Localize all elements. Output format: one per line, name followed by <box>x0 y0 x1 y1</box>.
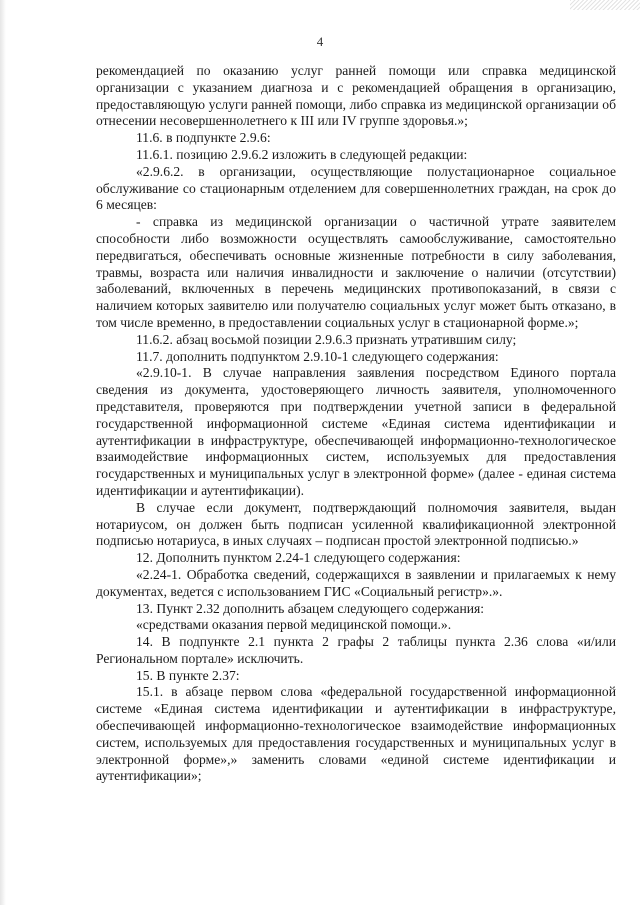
page-number: 4 <box>316 34 324 49</box>
paragraph: 11.6.1. позицию 2.9.6.2 изложить в следующей редакции: <box>136 146 468 162</box>
paragraph: 14. В подпункте 2.1 пункта 2 графы 2 таблицы пункта 2.36 слова «и/или Региональном портале» исключить. <box>96 634 616 666</box>
paragraph: рекомендацией по оказанию услуг ранней помощи или справка медицинской организации с указанием диагноза и с рекомендацией обращения в организацию, предоставляющую услуги ранней помощи, либо справка из медицинской организации об отнесении несовершеннолетнего к III или IV группе здоровья.»; <box>96 63 616 129</box>
paragraph: - справка из медицинской организации о частичной утрате заявителем способности либо возможности осуществлять самообслуживание, самостоятельно передвигаться, обеспечивать основные жизненные потребности в силу заболевания, травмы, возраста или наличия инвалидности и заключение о наличии (отсутствии) заболеваний, включенных в перечень медицинских противопоказаний, в связи с наличием которых заявителю или получателю социальных услуг может быть отказано, в том числе временно, в предоставлении социальных услуг в стационарной форме.»; <box>96 214 616 330</box>
paragraph: «2.9.10-1. В случае направления заявления посредством Единого портала сведения из документа, удостоверяющего личность заявителя, уполномоченного представителя, проверяются при подтверждении учетной записи в федеральной государственной информационной системе «Единая система идентификации и аутентификации в инфраструктуре, обеспечивающей информационно-технологическое взаимодействие информационных систем, используемых для предоставления государственных и муниципальных услуг в электронной форме» (далее - единая система идентификации и аутентификации). <box>96 365 616 498</box>
paragraph: «2.9.6.2. в организации, осуществляющие полустационарное социальное обслуживание со стационарным отделением для совершеннолетних граждан, на срок до 6 месяцев: <box>96 163 616 213</box>
paragraph: «2.24-1. Обработка сведений, содержащихся в заявлении и прилагаемых к нему документах, ведется с использованием ГИС «Социальный регистр».». <box>96 566 616 599</box>
paragraph: 12. Дополнить пунктом 2.24-1 следующего содержания: <box>136 550 461 566</box>
paragraph: В случае если документ, подтверждающий полномочия заявителя, выдан нотариусом, он должен быть подписан усиленной квалификационной электронной подписью нотариуса, в иных случаях – подписан простой электронной подписью.» <box>96 499 616 549</box>
paragraph: 15. В пункте 2.37: <box>136 667 240 683</box>
document-body <box>96 63 616 785</box>
paragraph: 13. Пункт 2.32 дополнить абзацем следующего содержания: <box>136 600 485 616</box>
scan-top-edge <box>570 0 640 10</box>
scan-left-edge <box>0 0 6 905</box>
paragraph: 11.6.2. абзац восьмой позиции 2.9.6.3 признать утратившим силу; <box>136 331 517 347</box>
paragraph: 11.7. дополнить подпунктом 2.9.10-1 следующего содержания: <box>136 348 499 364</box>
paragraph: 15.1. в абзаце первом слова «федеральной государственной информационной системе «Единая система идентификации и аутентификации в инфраструктуре, обеспечивающей информационно-технологическое взаимодействие информационных систем, используемых для предоставления государственных и муниципальных услуг в электронной форме»,» заменить словами «единой системе идентификации и аутентификации»; <box>96 684 616 784</box>
paragraph: «средствами оказания первой медицинской помощи.». <box>136 617 452 633</box>
paragraph: 11.6. в подпункте 2.9.6: <box>136 130 271 146</box>
